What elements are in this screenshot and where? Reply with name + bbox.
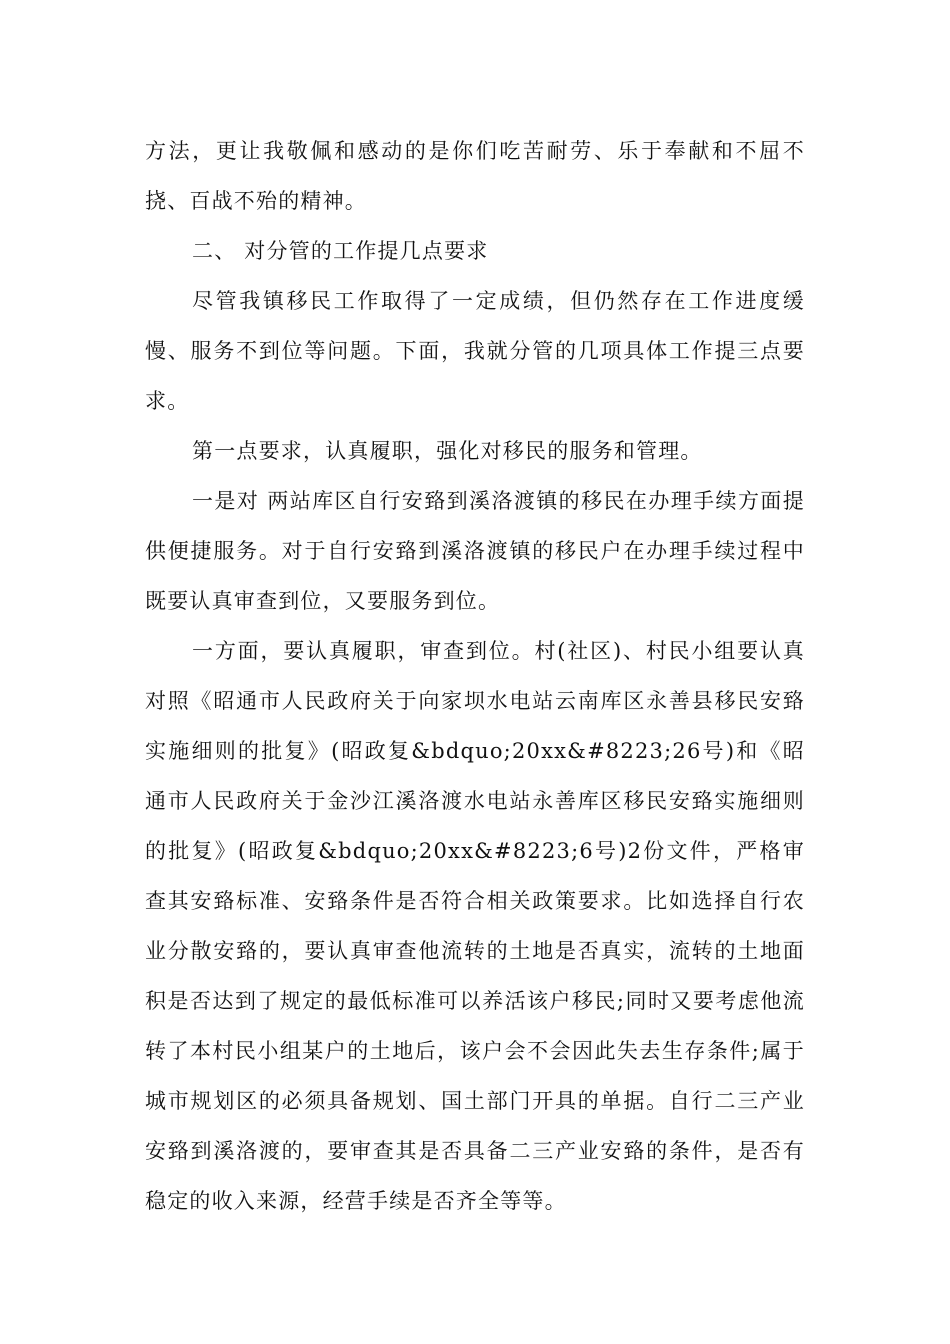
paragraph-intro: 尽管我镇移民工作取得了一定成绩，但仍然存在工作进度缓慢、服务不到位等问题。下面，我就分管的几项具体工作提三点要求。: [145, 289, 805, 413]
section-heading: 二、 对分管的工作提几点要求: [192, 239, 489, 263]
paragraph-continuation: 方法，更让我敬佩和感动的是你们吃苦耐劳、乐于奉献和不屈不挠、百战不殆的精神。: [145, 139, 805, 213]
document-body: [145, 126, 805, 1226]
paragraph-review: 一方面，要认真履职，审查到位。村(社区)、村民小组要认真对照《昭通市人民政府关于向家坝水电站云南库区永善县移民安臵实施细则的批复》(昭政复&bdquo;20xx&#8223;26号)和《昭通市人民政府关于金沙江溪洛渡水电站永善库区移民安臵实施细则的批复》(昭政复&bdquo;20xx&#8223;6号)2份文件，严格审查其安臵标准、安臵条件是否符合相关政策要求。比如选择自行农业分散安臵的，要认真审查他流转的土地是否真实，流转的土地面积是否达到了规定的最低标准可以养活该户移民;同时又要考虑他流转了本村民小组某户的土地后，该户会不会因此失去生存条件;属于城市规划区的必须具备规划、国土部门开具的单据。自行二三产业安臵到溪洛渡的，要审查其是否具备二三产业安臵的条件，是否有稳定的收入来源，经营手续是否齐全等等。: [145, 639, 805, 1213]
paragraph-service: 一是对 两站库区自行安臵到溪洛渡镇的移民在办理手续方面提供便捷服务。对于自行安臵到溪洛渡镇的移民户在办理手续过程中既要认真审查到位，又要服务到位。: [145, 489, 805, 613]
paragraph-point-one: 第一点要求，认真履职，强化对移民的服务和管理。: [192, 439, 703, 463]
